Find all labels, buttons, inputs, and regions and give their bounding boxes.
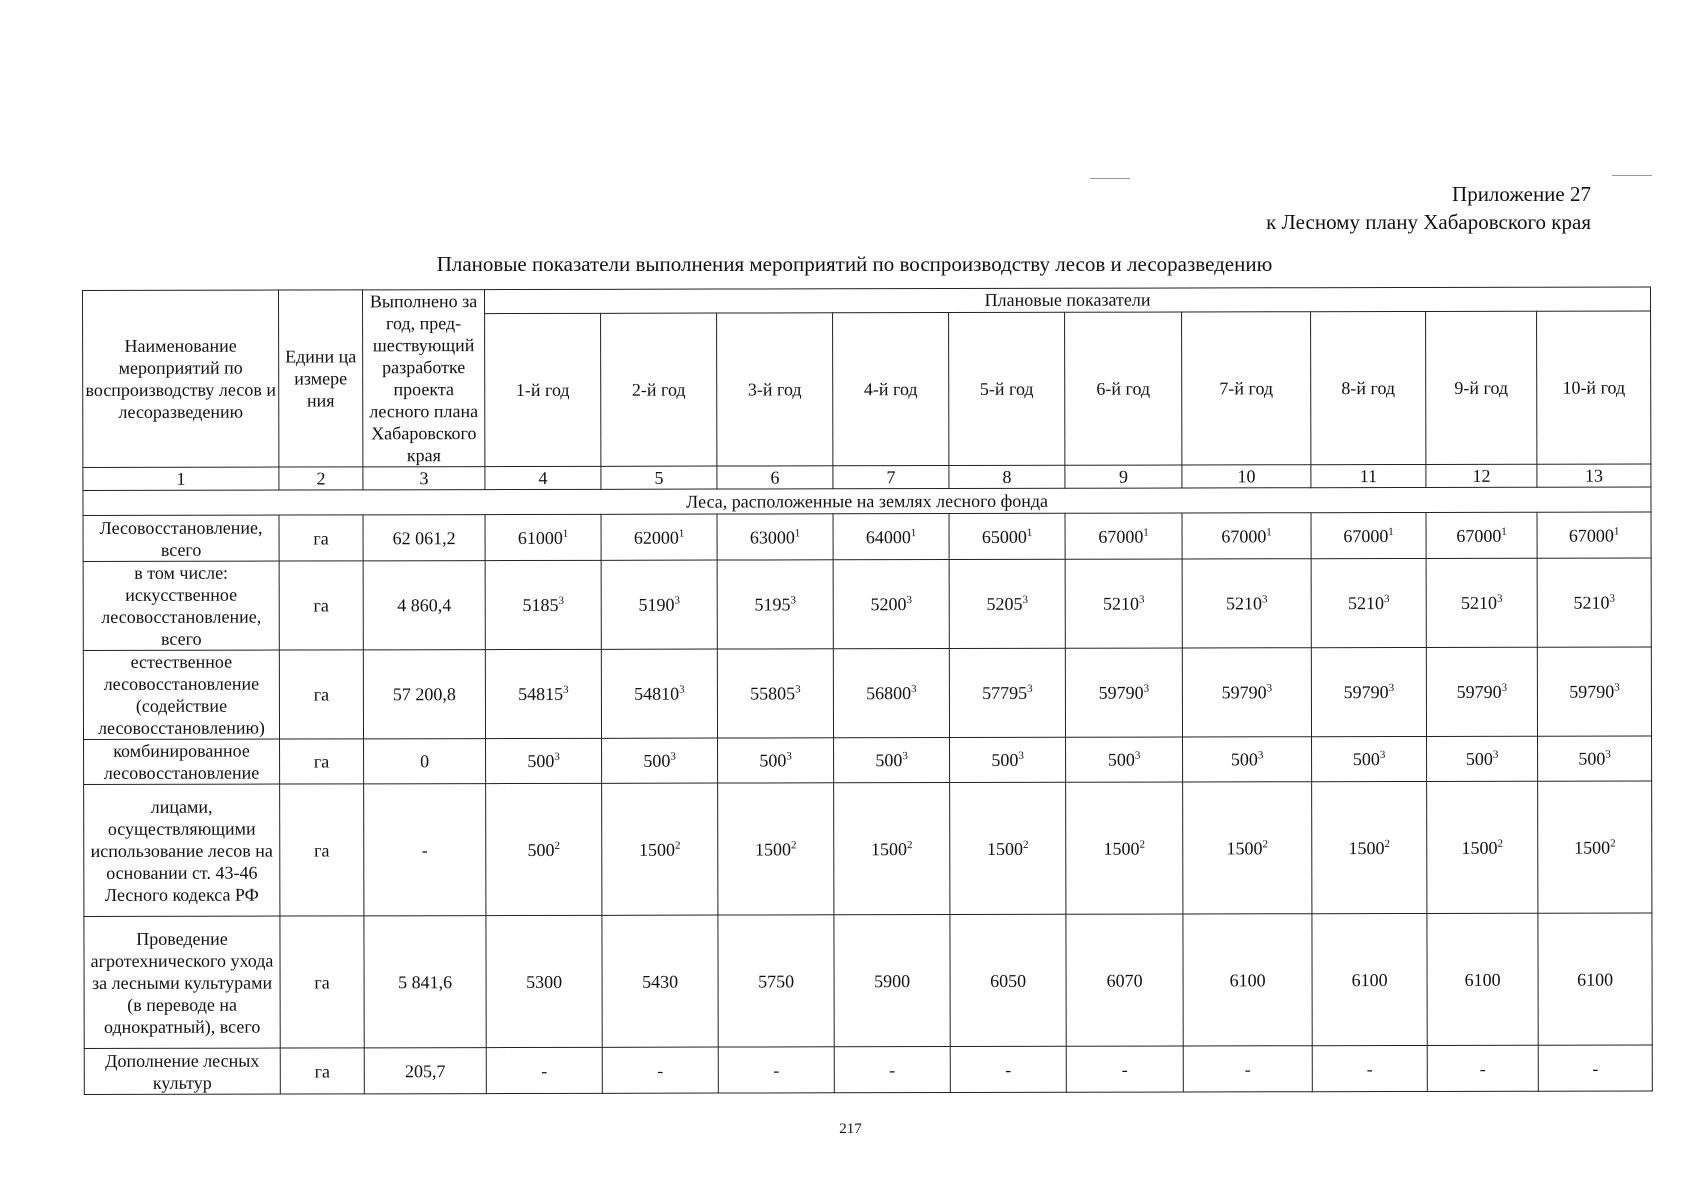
plan-value: -: [889, 1059, 896, 1080]
plan-value: 500: [1465, 748, 1493, 769]
plan-value-year-5: [949, 648, 1065, 737]
plan-value-year-5: [950, 737, 1066, 782]
plan-value: 500: [759, 750, 787, 771]
footnote-marker: 3: [902, 750, 908, 763]
footnote-marker: 2: [1139, 838, 1146, 851]
plan-value-year-9: [1427, 913, 1538, 1045]
plan-value-year-9: [1426, 647, 1537, 736]
footnote-marker: 3: [1018, 749, 1024, 762]
plan-value-year-1: [485, 514, 601, 560]
footnote-marker: 3: [1388, 682, 1395, 695]
plan-value: -: [541, 1060, 548, 1081]
plan-value: 500: [643, 750, 671, 771]
table-row: [84, 736, 1652, 785]
plan-value-year-2: [601, 649, 717, 738]
plan-value-year-6: [1066, 1046, 1183, 1092]
column-number-3: 3: [363, 467, 485, 490]
footnote-marker: 3: [1266, 682, 1273, 695]
plan-value: 500: [1352, 749, 1380, 770]
footnote-marker: 3: [1614, 681, 1620, 694]
footnote-marker: 1: [1026, 526, 1033, 539]
plan-value-year-10: [1537, 647, 1651, 736]
plan-value: -: [657, 1060, 664, 1081]
plan-value: 5300: [526, 971, 563, 992]
plan-value: 5900: [874, 970, 911, 991]
plan-value: 67000: [1098, 526, 1144, 547]
row-done-value: -: [364, 784, 486, 916]
appendix-note: [1266, 180, 1591, 236]
plan-value: 5750: [758, 970, 795, 991]
plan-value: 5210: [1102, 593, 1139, 614]
plan-value: 500: [1230, 749, 1258, 770]
plan-value-year-7: [1182, 648, 1311, 737]
plan-value: 67000: [1343, 525, 1389, 546]
plan-value-year-4: [833, 514, 949, 560]
row-unit: га: [279, 650, 363, 739]
plan-value-year-8: [1311, 558, 1426, 647]
plan-value-year-3: [718, 915, 834, 1047]
footnote-marker: 2: [1497, 837, 1504, 850]
plan-value: 56800: [866, 683, 912, 704]
plan-value: 57795: [982, 682, 1028, 703]
plan-value: 5210: [1347, 593, 1384, 614]
header-year-9: 9-й год: [1426, 311, 1537, 464]
footnote-marker: 2: [1022, 838, 1029, 851]
plan-value-year-3: [717, 649, 833, 738]
plan-value-year-10: [1538, 1045, 1652, 1091]
header-year-10: 10-й год: [1537, 311, 1651, 464]
footnote-marker: 3: [911, 683, 917, 696]
plan-value: 64000: [865, 526, 911, 547]
column-number-10: 10: [1182, 465, 1311, 488]
footnote-marker: 3: [1496, 592, 1503, 605]
row-name: Дополнение лесных культур: [84, 1048, 280, 1094]
header-year-5: 5-й год: [949, 312, 1065, 465]
plan-value: 6070: [1106, 970, 1143, 991]
plan-value-year-10: [1538, 913, 1652, 1045]
header-unit: Едини ца измере ния: [279, 290, 363, 467]
plan-value-year-9: [1427, 1045, 1538, 1091]
plan-value: 55805: [750, 683, 796, 704]
plan-value-year-4: [833, 649, 949, 738]
row-done-value: 5 841,6: [364, 916, 486, 1048]
plan-value-year-3: [717, 514, 833, 560]
footnote-marker: 3: [790, 594, 796, 607]
row-unit: га: [279, 515, 363, 561]
column-number-2: 2: [279, 467, 363, 490]
column-number-12: 12: [1426, 464, 1537, 487]
plan-value-year-6: [1066, 737, 1183, 782]
plan-value-year-8: [1312, 781, 1427, 913]
footnote-marker: 3: [1027, 682, 1033, 695]
plan-value-year-3: [718, 1047, 834, 1093]
plan-value: 67000: [1456, 525, 1502, 546]
plan-value: 67000: [1568, 525, 1614, 546]
footnote-marker: 3: [1257, 749, 1264, 762]
footnote-marker: 3: [1143, 682, 1150, 695]
plan-value-year-5: [950, 914, 1066, 1046]
row-done-value: 62 061,2: [363, 515, 485, 561]
header-year-4: 4-й год: [833, 312, 949, 465]
plan-value: 65000: [981, 526, 1027, 547]
plan-value-year-6: [1065, 648, 1182, 737]
table-row: [83, 512, 1651, 562]
plan-value-year-6: [1066, 914, 1183, 1046]
document-title: Плановые показатели выполнения мероприятий по воспроизводству лесов и лесоразведению: [436, 252, 1273, 276]
plan-value: 54815: [518, 683, 564, 705]
footnote-marker: 2: [554, 839, 561, 852]
plan-value: 5190: [638, 594, 675, 615]
plan-value: 5205: [986, 593, 1023, 614]
column-number-9: 9: [1065, 465, 1182, 488]
plan-value-year-4: [834, 1047, 950, 1093]
plan-value: 5200: [870, 594, 907, 615]
header-done-last-year: Выполнено за год, пред- шествующий разработке проекта лесного плана Хабаровского края: [363, 290, 485, 467]
header-year-6: 6-й год: [1065, 312, 1182, 465]
plan-value: 1500: [870, 838, 908, 859]
plan-value: 5185: [522, 594, 559, 616]
footnote-marker: 1: [1388, 525, 1394, 538]
plan-value-year-9: [1426, 558, 1537, 647]
plan-value: 59790: [1343, 682, 1389, 703]
plan-value-year-1: [486, 783, 602, 915]
plan-value-year-1: [486, 1047, 602, 1093]
plan-value-year-5: [949, 513, 1065, 559]
plan-value-year-10: [1537, 512, 1651, 558]
header-year-3: 3-й год: [717, 313, 833, 466]
plan-value: 54810: [634, 683, 680, 704]
table-row: [84, 913, 1652, 1049]
footnote-marker: 1: [910, 526, 917, 539]
plan-value: -: [773, 1059, 780, 1080]
footnote-marker: 3: [679, 683, 685, 696]
plan-value: 62000: [633, 527, 679, 548]
plan-value-year-8: [1312, 913, 1427, 1045]
header-year-1: 1-й год: [485, 313, 601, 466]
plan-value-year-2: [601, 514, 717, 560]
plan-value-year-8: [1312, 1045, 1427, 1091]
plan-value: 1500: [1574, 837, 1611, 858]
plan-value-year-5: [950, 782, 1066, 914]
footnote-marker: 3: [1261, 593, 1268, 606]
footnote-marker: 3: [1605, 748, 1611, 761]
column-number-1: 1: [83, 467, 279, 490]
plan-value-year-10: [1538, 736, 1652, 781]
footnote-marker: 3: [554, 750, 560, 763]
plan-value-year-6: [1065, 559, 1182, 648]
plan-value-year-3: [717, 560, 833, 649]
plan-value-year-1: [485, 649, 601, 738]
footnote-marker: 3: [1501, 681, 1508, 694]
footnote-marker: 3: [563, 683, 569, 696]
footnote-marker: 3: [670, 750, 676, 763]
footnote-marker: 2: [906, 838, 913, 851]
plan-value-year-9: [1427, 736, 1538, 781]
plan-value: 5210: [1225, 593, 1262, 614]
plan-value: -: [1366, 1058, 1373, 1079]
footnote-marker: 1: [794, 526, 801, 539]
plan-value-year-10: [1537, 558, 1651, 647]
plan-value: 6100: [1577, 969, 1614, 990]
plan-value-year-2: [602, 915, 718, 1047]
plan-value-year-4: [834, 915, 950, 1047]
plan-value-year-1: [486, 738, 602, 783]
plan-value: 5430: [642, 971, 679, 992]
appendix-line-2: к Лесному плану Хабаровского края: [1266, 210, 1591, 234]
plan-value-year-2: [602, 738, 718, 783]
plan-value: 6100: [1351, 969, 1388, 990]
plan-value-year-2: [602, 783, 718, 915]
plan-value: 1500: [1103, 838, 1140, 859]
scan-speck: [1090, 178, 1130, 179]
page-number: 217: [839, 1121, 862, 1137]
footnote-marker: 1: [1613, 525, 1620, 538]
plan-value: 5210: [1460, 592, 1497, 613]
footnote-marker: 3: [1379, 749, 1386, 762]
column-number-4: 4: [485, 466, 601, 489]
footnote-marker: 1: [1266, 525, 1272, 538]
row-name: лицами, осуществляющими использование лесов на основании ст. 43-46 Лесного кодекса РФ: [84, 784, 280, 916]
plan-value-year-4: [834, 783, 950, 915]
plan-value-year-8: [1312, 736, 1427, 781]
plan-value-year-4: [833, 560, 949, 649]
scan-speck: [1612, 175, 1652, 176]
footnote-marker: 3: [906, 594, 912, 607]
plan-value: 1500: [986, 838, 1024, 859]
plan-value: -: [1121, 1059, 1128, 1080]
footnote-marker: 3: [1134, 749, 1141, 762]
header-plan-indicators: Плановые показатели: [485, 287, 1651, 313]
plan-value: 6100: [1464, 969, 1501, 990]
appendix-line-1: Приложение 27: [1452, 182, 1591, 206]
footnote-marker: 3: [1609, 592, 1616, 605]
plan-table: [82, 286, 1653, 1095]
plan-value: 59790: [1221, 682, 1267, 703]
footnote-marker: 3: [558, 594, 564, 607]
footnote-marker: 1: [1501, 525, 1507, 538]
column-number-5: 5: [601, 466, 717, 489]
plan-table-body: [83, 487, 1652, 1095]
row-done-value: 205,7: [364, 1048, 486, 1094]
footnote-marker: 3: [1383, 593, 1390, 606]
column-number-8: 8: [949, 465, 1065, 488]
plan-value: 1500: [1226, 837, 1263, 858]
column-number-6: 6: [717, 466, 833, 489]
plan-value: 500: [527, 750, 555, 771]
plan-value: -: [1592, 1058, 1599, 1079]
footnote-marker: 2: [1610, 837, 1616, 850]
plan-value-year-6: [1066, 782, 1183, 914]
row-name: Лесовосстановление, всего: [83, 515, 279, 561]
plan-value-year-9: [1426, 512, 1537, 558]
plan-value-year-7: [1183, 1046, 1312, 1092]
plan-value: 63000: [749, 526, 795, 547]
row-done-value: 4 860,4: [363, 561, 485, 650]
plan-value: -: [1244, 1058, 1251, 1079]
row-unit: га: [280, 739, 364, 784]
column-number-13: 13: [1537, 464, 1651, 487]
plan-value-year-1: [485, 560, 601, 649]
plan-value: 500: [1107, 749, 1135, 770]
row-name: комбинированное лесовосстановление: [84, 739, 280, 784]
row-unit: га: [279, 561, 363, 650]
row-name: Проведение агротехнического ухода за лесными культурами (в переводе на однократный), всего: [84, 916, 280, 1048]
plan-value-year-7: [1183, 914, 1312, 1046]
column-number-11: 11: [1311, 464, 1426, 487]
plan-value-year-3: [718, 783, 834, 915]
row-unit: га: [280, 916, 364, 1048]
plan-value: 1500: [1348, 837, 1385, 858]
footnote-marker: 3: [1492, 748, 1499, 761]
plan-value-year-2: [601, 560, 717, 649]
section-forest-fund: Леса, расположенные на землях лесного фонда: [83, 487, 1651, 516]
plan-value: 1500: [1461, 837, 1498, 858]
plan-value-year-7: [1183, 782, 1312, 914]
plan-value-year-5: [950, 1046, 1066, 1092]
plan-value: 59790: [1098, 682, 1144, 703]
plan-value: 61000: [517, 527, 563, 548]
plan-value-year-1: [486, 915, 602, 1047]
plan-value: 67000: [1221, 525, 1267, 546]
header-year-2: 2-й год: [601, 313, 717, 466]
plan-value: 500: [991, 749, 1019, 770]
plan-value: 6050: [990, 970, 1027, 991]
plan-value-year-7: [1182, 513, 1311, 559]
plan-value: 6100: [1229, 969, 1266, 990]
plan-value: -: [1479, 1058, 1486, 1079]
plan-value-year-8: [1311, 512, 1426, 558]
plan-value: 59790: [1456, 681, 1502, 702]
plan-value: 500: [875, 750, 903, 771]
plan-value-year-4: [834, 738, 950, 783]
footnote-marker: 3: [674, 594, 680, 607]
header-name: Наименование мероприятий по воспроизводству лесов и лесоразведению: [83, 290, 279, 467]
footnote-marker: 2: [674, 839, 681, 852]
plan-value-year-9: [1427, 781, 1538, 913]
table-row: [83, 647, 1651, 740]
plan-value-year-2: [602, 1047, 718, 1093]
footnote-marker: 1: [1143, 526, 1149, 539]
plan-value: 1500: [754, 838, 792, 859]
row-done-value: 0: [364, 739, 486, 784]
footnote-marker: 1: [562, 527, 569, 540]
footnote-marker: 2: [1384, 837, 1391, 850]
footnote-marker: 3: [1022, 593, 1028, 606]
header-year-7: 7-й год: [1182, 312, 1311, 465]
footnote-marker: 1: [678, 527, 685, 540]
row-done-value: 57 200,8: [363, 650, 485, 739]
table-row: [84, 1045, 1652, 1095]
row-name: в том числе: искусственное лесовосстановление, всего: [83, 561, 279, 650]
plan-value-year-7: [1182, 559, 1311, 648]
plan-value-year-6: [1065, 513, 1182, 559]
column-number-7: 7: [833, 466, 949, 489]
row-unit: га: [280, 784, 364, 916]
plan-value-year-3: [718, 738, 834, 783]
footnote-marker: 3: [786, 750, 792, 763]
plan-value: 500: [1578, 748, 1606, 769]
footnote-marker: 3: [1138, 593, 1145, 606]
table-row: [83, 558, 1651, 651]
footnote-marker: 2: [790, 838, 797, 851]
table-row: [84, 781, 1652, 917]
plan-value-year-8: [1311, 647, 1426, 736]
footnote-marker: 3: [795, 683, 801, 696]
plan-value-year-7: [1183, 737, 1312, 782]
plan-value-year-10: [1538, 781, 1652, 913]
plan-value: 59790: [1569, 681, 1615, 702]
row-unit: га: [280, 1048, 364, 1094]
plan-value: 5195: [754, 594, 791, 615]
plan-value-year-5: [949, 559, 1065, 648]
footnote-marker: 2: [1262, 837, 1269, 850]
plan-value: 5210: [1573, 592, 1610, 613]
plan-value: 500: [527, 839, 555, 860]
plan-value: -: [1005, 1059, 1012, 1080]
row-name: естественное лесовосстановление (содействие лесовосстановлению): [83, 650, 279, 739]
header-year-8: 8-й год: [1311, 311, 1426, 464]
plan-value: 1500: [638, 839, 676, 860]
